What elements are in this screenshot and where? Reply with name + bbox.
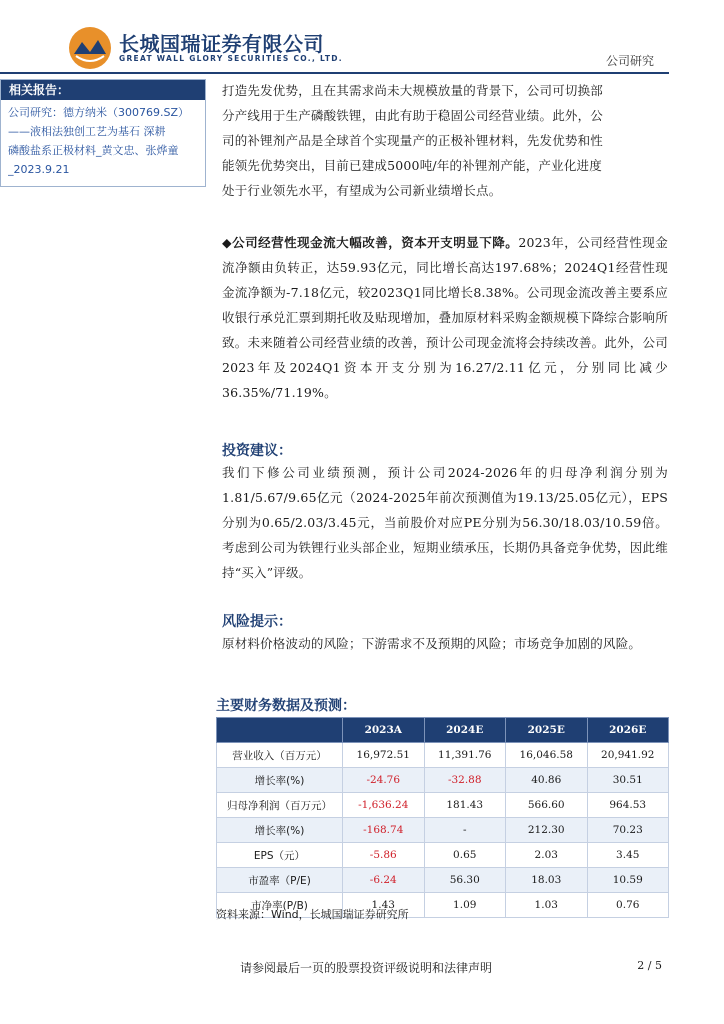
row-label: 市净率(P/B) — [217, 893, 343, 918]
table-cell: 18.03 — [506, 868, 588, 893]
cashflow-text: 2023年，公司经营性现金流净额由负转正，达59.93亿元，同比增长高达197.68%；2024Q1经营性现金流净额为-7.18亿元，较2023Q1同比增长8.38%。公司现金流改善主要系应收银行承兑汇票到期托收及贴现增加，叠加原材料采购金额规模下降综合影响所致。未来随着公司经营业绩的改善，预计公司现金流将会持续改善。此外，公司2023年及2024Q1资本开支分别为16.27/2.11亿元，分别同比减少36.35%/71.19%。 — [222, 235, 668, 400]
related-reports-panel — [0, 79, 206, 187]
related-report-link[interactable]: 公司研究：德方纳米（300769.SZ） — [8, 106, 190, 119]
table-cell: 1.09 — [424, 893, 506, 918]
table-cell: 212.30 — [506, 818, 588, 843]
table-row — [217, 818, 669, 843]
table-cell: 0.65 — [424, 843, 506, 868]
row-label: 营业收入（百万元） — [217, 743, 343, 768]
table-cell: -1,636.24 — [343, 793, 425, 818]
table-header-cell — [217, 718, 343, 743]
table-row — [217, 868, 669, 893]
risk-text: 原材料价格波动的风险；下游需求不及预期的风险；市场竞争加剧的风险。 — [222, 636, 642, 651]
header-divider — [0, 72, 669, 74]
company-logo-icon — [68, 26, 112, 70]
table-cell: 30.51 — [587, 768, 669, 793]
para-line: 打造先发优势，且在其需求尚未大规模放量的背景下，公司可切换部 — [222, 83, 604, 98]
para-line: 分产线用于生产磷酸铁锂，由此有助于稳固公司经营业绩。此外，公 — [222, 108, 604, 123]
table-row — [217, 768, 669, 793]
table-cell: 566.60 — [506, 793, 588, 818]
table-row — [217, 793, 669, 818]
table-cell: -6.24 — [343, 868, 425, 893]
table-cell: 0.76 — [587, 893, 669, 918]
table-row — [217, 743, 669, 768]
table-cell: 40.86 — [506, 768, 588, 793]
table-cell: 3.45 — [587, 843, 669, 868]
data-source: 资料来源：Wind，长城国瑞证券研究所 — [216, 908, 409, 921]
body-paragraph-1 — [222, 78, 668, 203]
row-label: 市盈率（P/E) — [217, 868, 343, 893]
table-header-cell: 2023A — [343, 718, 425, 743]
table-header-cell: 2024E — [424, 718, 506, 743]
related-reports-title: 相关报告： — [1, 80, 205, 100]
company-name-cn: 长城国瑞证券有限公司 — [119, 32, 324, 56]
table-header-cell: 2026E — [587, 718, 669, 743]
investment-advice-title: 投资建议： — [222, 443, 292, 459]
company-name-en: GREAT WALL GLORY SECURITIES CO., LTD. — [119, 54, 343, 63]
row-label: EPS（元） — [217, 843, 343, 868]
table-cell: -5.86 — [343, 843, 425, 868]
related-report-line: 磷酸盐系正极材料_黄文忠、张烨童 — [8, 144, 179, 157]
investment-advice-text: 我们下修公司业绩预测，预计公司2024-2026年的归母净利润分别为1.81/5.67/9.65亿元（2024-2025年前次预测值为19.13/25.05亿元），EPS分别为0.65/2.03/3.45元，当前股价对应PE分别为56.30/18.03/10.59倍。考虑到公司为铁锂行业头部企业，短期业绩承压，长期仍具备竞争优势，因此维持“买入”评级。 — [222, 465, 668, 580]
table-row — [217, 843, 669, 868]
body-paragraph-2 — [222, 230, 668, 405]
table-cell: 16,972.51 — [343, 743, 425, 768]
table-header-row — [217, 718, 669, 743]
table-cell: 16,046.58 — [506, 743, 588, 768]
table-cell: 56.30 — [424, 868, 506, 893]
table-cell: - — [424, 818, 506, 843]
row-label: 增长率(%) — [217, 818, 343, 843]
table-cell: 70.23 — [587, 818, 669, 843]
table-cell: 11,391.76 — [424, 743, 506, 768]
table-cell: 1.43 — [343, 893, 425, 918]
table-cell: 2.03 — [506, 843, 588, 868]
report-type: 公司研究 — [605, 54, 654, 68]
table-cell: 964.53 — [587, 793, 669, 818]
row-label: 增长率(%) — [217, 768, 343, 793]
financial-table-title: 主要财务数据及预测： — [216, 698, 356, 714]
para-line: 处于行业领先水平，有望成为公司新业绩增长点。 — [222, 183, 502, 198]
para-line: 能领先优势突出，目前已建成5000吨/年的补锂剂产能，产业化进度 — [222, 158, 602, 173]
footer-disclaimer: 请参阅最后一页的股票投资评级说明和法律声明 — [240, 961, 493, 975]
related-report-line: _2023.9.21 — [8, 163, 70, 176]
table-cell: 10.59 — [587, 868, 669, 893]
financial-data-table — [216, 717, 669, 918]
related-report-line: ——液相法独创工艺为基石 深耕 — [8, 125, 166, 138]
risk-title: 风险提示： — [222, 614, 292, 630]
table-cell: -24.76 — [343, 768, 425, 793]
cashflow-heading: ◆公司经营性现金流大幅改善，资本开支明显下降。 — [222, 235, 519, 250]
table-header-cell: 2025E — [506, 718, 588, 743]
table-cell: 181.43 — [424, 793, 506, 818]
table-cell: -32.88 — [424, 768, 506, 793]
table-cell: 20,941.92 — [587, 743, 669, 768]
row-label: 归母净利润（百万元） — [217, 793, 343, 818]
page-number: 2 / 5 — [637, 959, 662, 972]
table-cell: 1.03 — [506, 893, 588, 918]
para-line: 司的补锂剂产品是全球首个实现量产的正极补锂材料，先发优势和性 — [222, 133, 604, 148]
table-cell: -168.74 — [343, 818, 425, 843]
